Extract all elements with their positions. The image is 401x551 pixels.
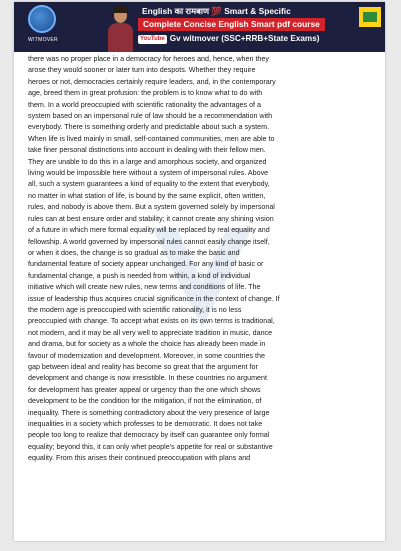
text-line: no matter in what station of life, is bound by the same explicit, often written,	[28, 191, 266, 200]
text-line: not modern, and it may be all very well to appreciate tradition in music, dance	[28, 328, 273, 337]
text-line: system based on an impersonal rule of law should be a recommendation with	[28, 112, 273, 121]
document-body	[28, 54, 380, 465]
text-line: arose they would sooner or later turn into despots. Whether they require	[28, 66, 256, 75]
text-line: fundamental feature of society appear unchanged. For any kind of basic or	[28, 260, 264, 269]
text-line: there was no proper place in a democracy for heroes and, hence, when they	[28, 55, 269, 63]
text-line: take finer personal distinctions into account in dealing with their fellow men.	[28, 146, 266, 155]
pdf-page	[14, 2, 385, 541]
text-line: issue of leadership thus acquires crucial significance in the context of change. If	[28, 294, 280, 303]
text-line: the modern age is preoccupied with scientific rationality, it is no less	[28, 305, 242, 314]
text-line: and drama, but for society as a whole the choice has already been made in	[28, 340, 266, 349]
text-line: inequalities in a society which professes to be democratic. It does not take	[28, 420, 263, 428]
text-line: rules, and nobody is above them. But a system governed solely by impersonal	[28, 203, 275, 212]
text-line: inequality. There is something contradictory about the very presence of large	[28, 408, 270, 417]
banner-channel	[138, 33, 319, 45]
text-line: equality; beyond this, it can only whet people's appetite for real or substantive	[28, 442, 273, 451]
logo-caption: WITMOVER	[28, 37, 58, 43]
text-line: them. In a world preoccupied with scientific rationality the advantages of a	[28, 100, 261, 109]
text-line: initiative which will create new rules, new terms and conditions of life. The	[28, 283, 261, 292]
channel-name: Gv witmover (SSC+RRB+State Exams)	[169, 34, 320, 43]
text-line: all, such a system guarantees a kind of equality to the extent that everybody,	[28, 180, 270, 189]
text-line: They are unable to do this in a large and amorphous society, and organized	[28, 157, 267, 166]
text-line: fellowship. A world governed by impersonal rules cannot easily change itself,	[28, 237, 270, 246]
text-line: gap between ideal and reality has become so great that the argument for	[28, 362, 258, 371]
text-line: development and change is now irresistible. In these countries no argument	[28, 374, 267, 383]
text-line: or when it does, the change is so gradual as to make the basic and	[28, 248, 240, 257]
banner-headline: English का रामबाण 💯 Smart & Specific	[142, 6, 291, 16]
text-line: preoccupied with change. To accept what exists on its own terms is traditional,	[28, 317, 275, 326]
text-line: of a future in which mere formal equality will be replaced by real equality and	[28, 226, 270, 235]
text-line: equality. From this arises their continued preoccupation with plans and	[28, 454, 251, 463]
witmover-logo	[28, 5, 56, 33]
text-line: favour of modernization and development. Moreover, in some countries the	[28, 351, 265, 360]
badge-icon	[359, 7, 381, 27]
text-line: for development has greater appeal or urgency than the one which shows	[28, 385, 261, 394]
text-line: rules can at best ensure order and stability; it cannot create any shining vision	[28, 214, 274, 223]
youtube-icon: YouTube	[140, 36, 165, 42]
text-line: people too long to realize that democracy by itself can guarantee only formal	[28, 431, 270, 440]
text-line: living would be impossible here without a system of impersonal rules. Above	[28, 169, 269, 178]
text-line: When life is lived mainly in small, self-contained communities, men are able to	[28, 134, 275, 143]
text-line: fundamental change, a push is needed from within, a kind of individual	[28, 271, 251, 280]
text-line: development to be the condition for the mitigation, if not the elimination, of	[28, 397, 262, 406]
promo-banner[interactable]	[14, 2, 385, 52]
presenter-photo	[106, 6, 134, 52]
text-line: everybody. There is something orderly and predictable about such a system.	[28, 123, 270, 132]
text-line: age, breed them in great profusion: the problem is to know what to do with	[28, 89, 263, 98]
text-line: heroes or not, democracies certainly require leaders, and, in the contemporary	[28, 77, 276, 86]
banner-course-title: Complete Concise English Smart pdf course	[138, 18, 325, 31]
